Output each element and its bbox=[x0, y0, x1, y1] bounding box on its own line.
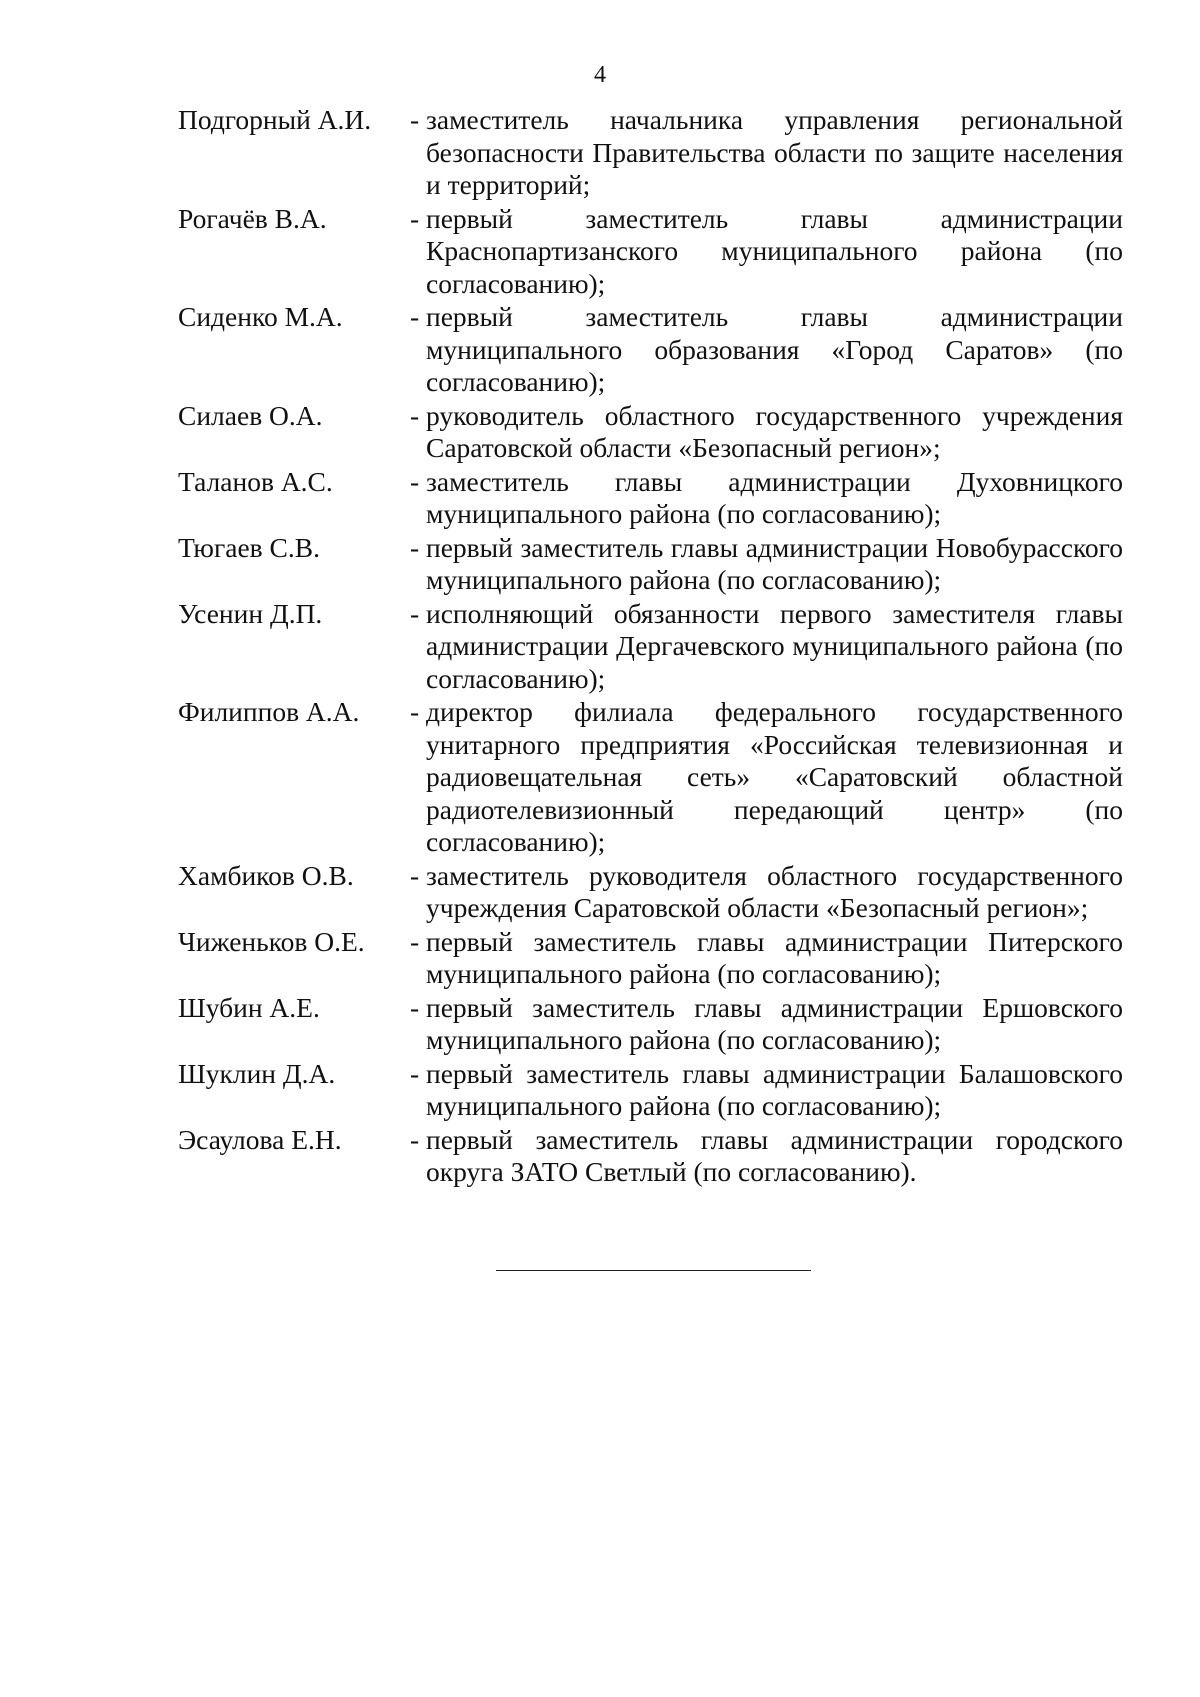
member-name: Усенин Д.П. bbox=[178, 597, 323, 629]
member-row bbox=[178, 926, 1123, 991]
member-dash: - bbox=[410, 465, 420, 497]
member-name: Сиденко М.А. bbox=[178, 301, 343, 332]
member-name: Таланов А.С. bbox=[178, 465, 333, 497]
member-row bbox=[178, 696, 1123, 859]
member-row bbox=[178, 203, 1123, 301]
member-name: Чиженьков О.Е. bbox=[178, 925, 365, 957]
member-row bbox=[178, 301, 1123, 399]
member-row bbox=[178, 466, 1123, 531]
member-row bbox=[178, 400, 1123, 465]
member-name: Эсаулова Е.Н. bbox=[178, 1123, 342, 1155]
member-name: Хамбиков О.В. bbox=[178, 859, 354, 891]
member-role: первый заместитель главы администрации городского округа ЗАТО Светлый (по согласованию). bbox=[426, 1123, 1123, 1187]
member-dash: - bbox=[410, 301, 420, 332]
page-number: 4 bbox=[594, 62, 606, 88]
member-role: первый заместитель главы администрации Новобурасского муниципального района (по согласованию); bbox=[426, 531, 1123, 595]
member-dash: - bbox=[410, 696, 420, 727]
member-row bbox=[178, 532, 1123, 597]
member-name: Филиппов А.А. bbox=[178, 696, 360, 727]
member-dash: - bbox=[410, 202, 420, 234]
member-role: исполняющий обязанности первого заместителя главы администрации Дергачевского муниципального района (по согласованию); bbox=[426, 597, 1123, 694]
member-row bbox=[178, 1058, 1123, 1123]
member-row bbox=[178, 860, 1123, 925]
member-role: директор филиала федерального государственного унитарного предприятия «Российская телевизионная и радиовещательная сеть» «Саратовский областной радиотелевизионный передающий центр» (по согласованию); bbox=[426, 696, 1123, 857]
members-list bbox=[178, 104, 1123, 1190]
member-dash: - bbox=[410, 1057, 420, 1089]
member-row bbox=[178, 1124, 1123, 1189]
member-role: заместитель руководителя областного государственного учреждения Саратовской области «Безопасный регион»; bbox=[426, 859, 1123, 923]
member-role: заместитель начальника управления региональной безопасности Правительства области по защите населения и территорий; bbox=[426, 104, 1123, 200]
member-dash: - bbox=[410, 991, 420, 1023]
member-role: первый заместитель главы администрации Питерского муниципального района (по согласованию); bbox=[426, 925, 1123, 989]
member-dash: - bbox=[410, 104, 420, 135]
member-dash: - bbox=[410, 531, 420, 563]
member-role: первый заместитель главы администрации Ершовского муниципального района (по согласованию); bbox=[426, 991, 1123, 1055]
member-name: Подгорный А.И. bbox=[178, 104, 372, 135]
member-role: заместитель главы администрации Духовницкого муниципального района (по согласованию); bbox=[426, 465, 1123, 529]
member-role: руководитель областного государственного учреждения Саратовской области «Безопасный регион»; bbox=[426, 399, 1123, 463]
member-name: Шуклин Д.А. bbox=[178, 1057, 336, 1089]
member-row bbox=[178, 992, 1123, 1057]
member-name: Шубин А.Е. bbox=[178, 991, 320, 1023]
member-name: Тюгаев С.В. bbox=[178, 531, 320, 563]
member-name: Рогачёв В.А. bbox=[178, 202, 327, 234]
member-dash: - bbox=[410, 925, 420, 957]
end-divider-line bbox=[496, 1270, 811, 1271]
member-name: Силаев О.А. bbox=[178, 399, 323, 431]
member-dash: - bbox=[410, 1123, 420, 1155]
member-row bbox=[178, 598, 1123, 696]
member-role: первый заместитель главы администрации Балашовского муниципального района (по согласованию); bbox=[426, 1057, 1123, 1121]
member-row bbox=[178, 104, 1123, 202]
member-role: первый заместитель главы администрации Краснопартизанского муниципального района (по согласованию); bbox=[426, 202, 1123, 299]
member-role: первый заместитель главы администрации муниципального образования «Город Саратов» (по согласованию); bbox=[426, 301, 1123, 397]
member-dash: - bbox=[410, 597, 420, 629]
member-dash: - bbox=[410, 399, 420, 431]
member-dash: - bbox=[410, 859, 420, 891]
